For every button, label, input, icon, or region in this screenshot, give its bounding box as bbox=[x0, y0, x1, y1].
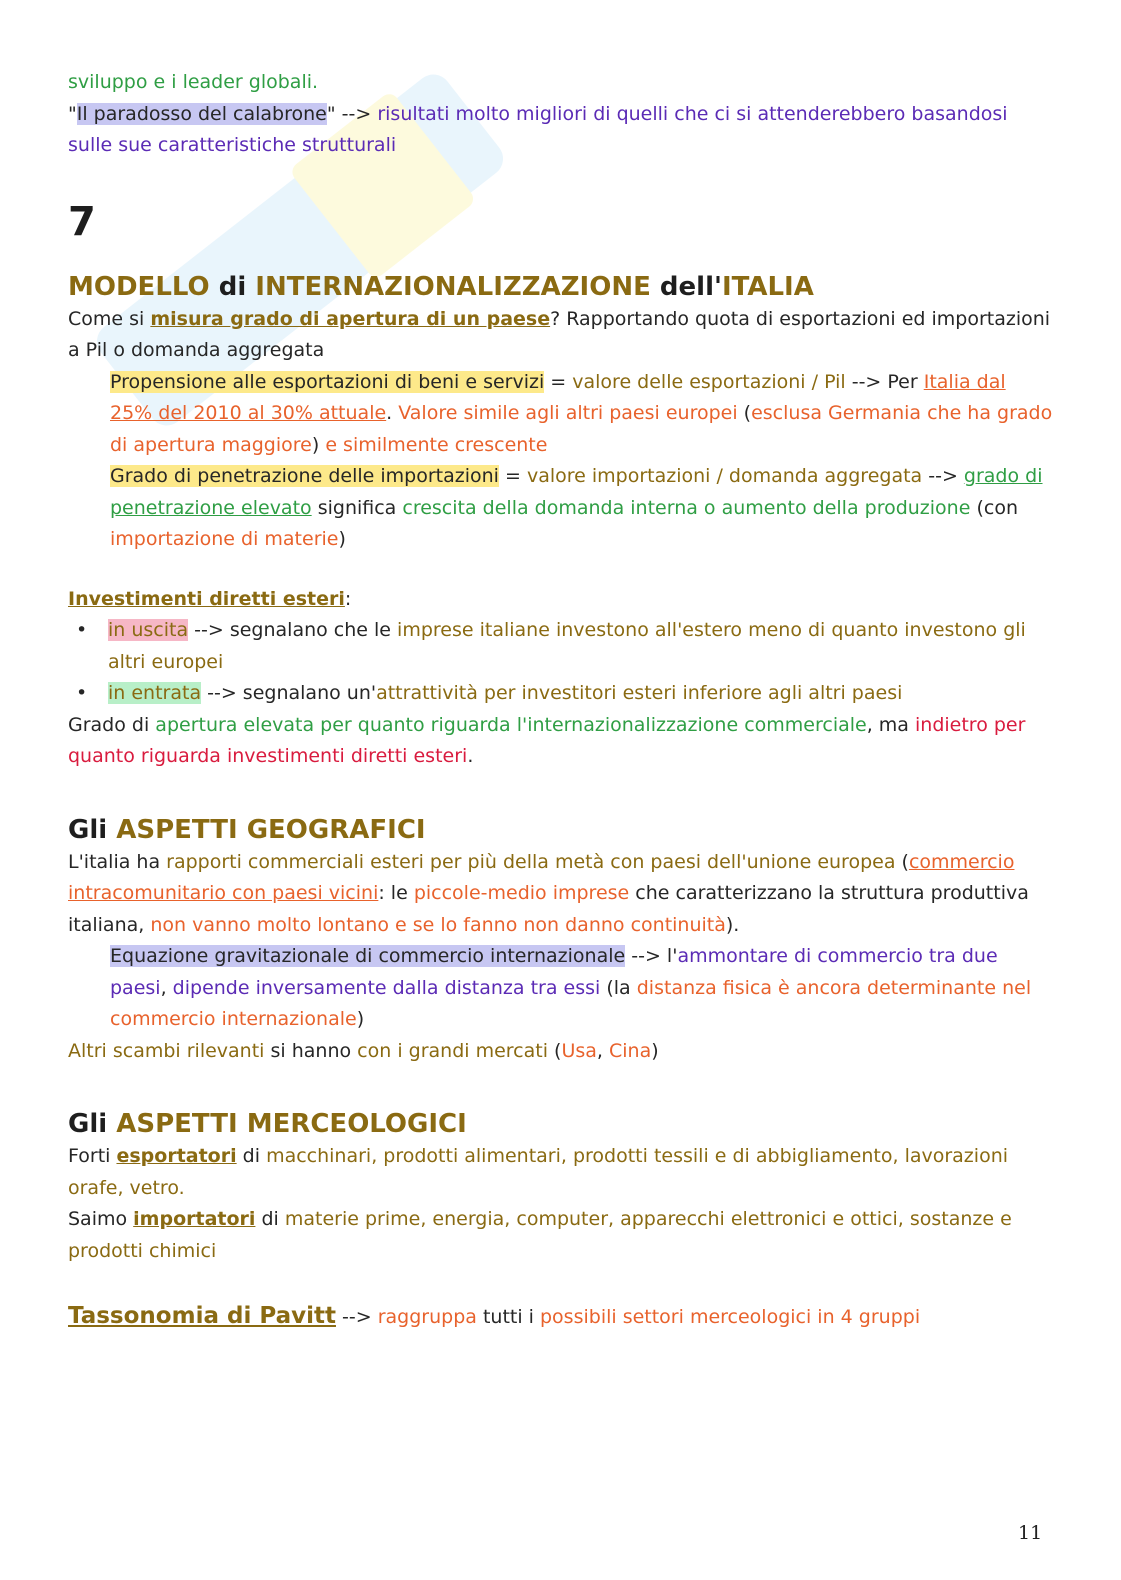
exporters-link[interactable]: esportatori bbox=[116, 1145, 237, 1167]
import-paragraph: Grado di penetrazione delle importazioni = valore importazioni / domanda aggregata --> grado di penetrazione elevato significa crescita della domanda interna o aumento della produzione (con importazione di materie) bbox=[110, 465, 1043, 550]
italy-link[interactable]: Italia dal 25% del 2010 al 30% attuale bbox=[110, 370, 1006, 424]
importers-link[interactable]: importatori bbox=[133, 1208, 256, 1230]
section-title-geografici: Gli ASPETTI GEOGRAFICI bbox=[68, 814, 426, 845]
pavitt-link[interactable]: Tassonomia di Pavitt bbox=[68, 1303, 336, 1329]
geo-paragraph: L'italia ha rapporti commerciali esteri per più della metà con paesi dell'unione europea (commercio intracomunitario con paesi vicini: le piccole-medio imprese che caratterizzano la struttura produttiva italiana, non vanno molto lontano e se lo fanno non danno continuità). bbox=[68, 850, 1029, 936]
grado-paragraph: Grado di apertura elevata per quanto riguarda l'internazionalizzazione commerciale, ma indietro per quanto riguarda investimenti diretti esteri. bbox=[68, 713, 1026, 767]
pavitt-line: Tassonomia di Pavitt --> raggruppa tutti i possibili settori merceologici in 4 gruppi bbox=[68, 1303, 921, 1329]
list-item: • in entrata --> segnalano un'attrattività per investitori esteri inferiore agli altri paesi bbox=[76, 682, 903, 704]
section-title-modello: MODELLO di INTERNAZIONALIZZAZIONE dell'ITALIA bbox=[68, 271, 814, 302]
exporters-paragraph: Forti esportatori di macchinari, prodotti alimentari, prodotti tessili e di abbigliamento, lavorazioni orafe, vetro. bbox=[68, 1145, 1009, 1199]
ide-list bbox=[68, 615, 1053, 710]
out-highlight: in uscita bbox=[108, 619, 189, 641]
ide-title-line: Investimenti diretti esteri: bbox=[68, 587, 352, 610]
paradox-paragraph: "Il paradosso del calabrone" --> risultati molto migliori di quelli che ci si attenderebbero basandosi sulle sue caratteristiche strutturali bbox=[68, 102, 1008, 156]
list-item: • in uscita --> segnalano che le imprese italiane investono all'estero meno di quanto investono gli altri europei bbox=[76, 619, 1026, 673]
question-paragraph: Come si misura grado di apertura di un paese? Rapportando quota di esportazioni ed importazioni a Pil o domanda aggregata bbox=[68, 307, 1051, 361]
intracom-link[interactable]: commercio intracomunitario con paesi vicini bbox=[68, 850, 1015, 904]
ide-link[interactable]: Investimenti diretti esteri bbox=[68, 587, 345, 610]
export-highlight: Propensione alle esportazioni di beni e servizi bbox=[110, 370, 545, 393]
gravity-highlight: Equazione gravitazionale di commercio internazionale bbox=[110, 945, 626, 967]
importers-paragraph: Saimo importatori di materie prime, energia, computer, apparecchi elettronici e ottici, sostanze e prodotti chimici bbox=[68, 1208, 1012, 1262]
intro-line: sviluppo e i leader globali. bbox=[68, 71, 319, 93]
section-title-merceologici: Gli ASPETTI MERCEOLOGICI bbox=[68, 1109, 467, 1139]
chapter-number: 7 bbox=[68, 198, 96, 245]
paradox-highlight: Il paradosso del calabrone bbox=[76, 102, 327, 125]
export-paragraph: Propensione alle esportazioni di beni e servizi = valore delle esportazioni / Pil --> Per Italia dal 25% del 2010 al 30% attuale. Valore simile agli altri paesi europei (esclusa Germania che ha grado di apertura maggiore) e similmente crescente bbox=[110, 370, 1053, 456]
in-highlight: in entrata bbox=[108, 682, 202, 704]
measure-link[interactable]: misura grado di apertura di un paese bbox=[150, 307, 551, 330]
gravity-paragraph: Equazione gravitazionale di commercio internazionale --> l'ammontare di commercio tra due paesi, dipende inversamente dalla distanza tra essi (la distanza fisica è ancora determinante nel commercio internazionale) bbox=[110, 945, 1032, 1030]
penetration-link[interactable]: grado di penetrazione elevato bbox=[110, 465, 1043, 519]
document-page bbox=[68, 67, 1053, 1334]
page-number: 11 bbox=[1018, 1522, 1043, 1544]
other-trade-line: Altri scambi rilevanti si hanno con i grandi mercati (Usa, Cina) bbox=[68, 1039, 659, 1062]
import-highlight: Grado di penetrazione delle importazioni bbox=[110, 465, 499, 487]
